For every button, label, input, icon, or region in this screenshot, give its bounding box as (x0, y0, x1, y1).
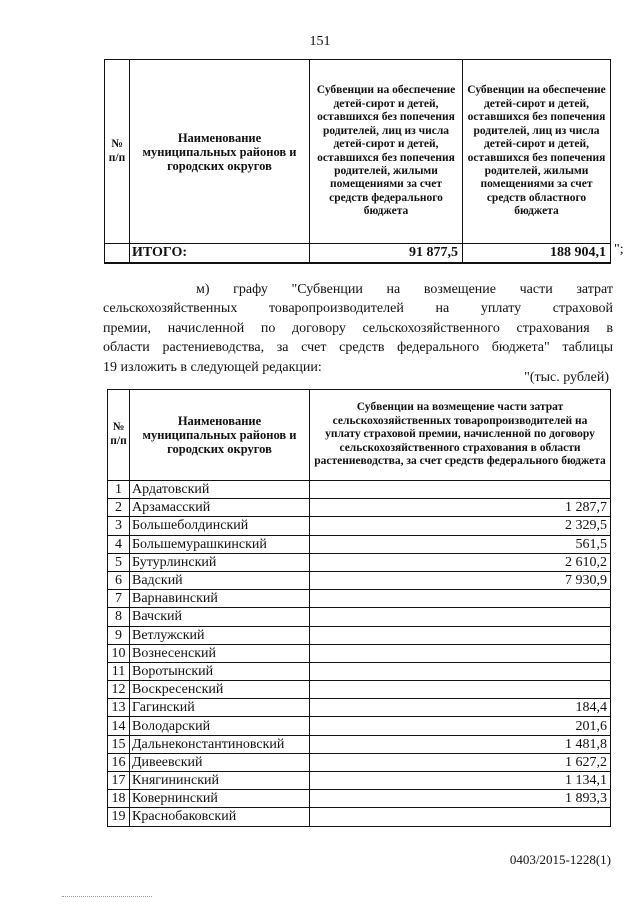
table-closing-quote: "; (614, 242, 624, 257)
subsidy-value (310, 808, 611, 826)
header-number: № п/п (105, 60, 130, 244)
row-number: 11 (108, 662, 130, 680)
footer-divider (62, 896, 152, 897)
amendment-paragraph (103, 280, 613, 377)
subsidy-value: 184,4 (310, 699, 611, 717)
row-number: 8 (108, 608, 130, 626)
subsidy-value (310, 662, 611, 680)
header-district-name: Наименование муниципальных районов и городских округов (130, 60, 310, 244)
paragraph-line: 19 изложить в следующей редакции: (103, 359, 322, 375)
total-regional: 188 904,1 (463, 244, 611, 264)
district-name: Краснобаковский (130, 808, 310, 826)
insurance-subsidies-table (107, 389, 611, 827)
district-name: Дивеевский (130, 753, 310, 771)
subsidy-value: 561,5 (310, 535, 611, 553)
page-number: 151 (309, 34, 331, 49)
table-row (108, 626, 611, 644)
paragraph-line: премии, начисленной по договору сельскохозяйственного страхования в (103, 320, 613, 336)
paragraph-line: м) графу "Субвенции на возмещение части затрат (196, 282, 613, 297)
row-number: 13 (108, 699, 130, 717)
table-row (108, 772, 611, 790)
subsidy-value: 1 481,8 (310, 735, 611, 753)
table-row (108, 717, 611, 735)
district-name: Ковернинский (130, 790, 310, 808)
header-regional-subsidy: Субвенции на обеспечение детей-сирот и детей, оставшихся без попечения родителей, лиц из числа детей-сирот и детей, оставшихся без попечения родителей, жилыми помещениями за счет средств областного бюджета (463, 60, 611, 244)
header-insurance-subsidy: Субвенции на возмещение части затрат сельскохозяйственных товаропроизводителей на уплату страховой премии, начисленной по договору сельскохозяйственного страхования в области растениеводства, за счет средств федерального бюджета (310, 390, 611, 481)
total-label: ИТОГО: (130, 244, 310, 264)
row-number: 19 (108, 808, 130, 826)
total-row (105, 244, 611, 264)
subsidies-orphans-table (104, 59, 611, 264)
district-name: Большемурашкинский (130, 535, 310, 553)
subsidy-value: 1 287,7 (310, 499, 611, 517)
row-number: 5 (108, 553, 130, 571)
subsidy-value (310, 481, 611, 499)
table-row (108, 662, 611, 680)
district-name: Воротынский (130, 662, 310, 680)
table-row (108, 699, 611, 717)
row-number: 7 (108, 590, 130, 608)
table-header-row (108, 390, 611, 481)
district-name: Вадский (130, 571, 310, 589)
district-name: Володарский (130, 717, 310, 735)
table-row (108, 590, 611, 608)
paragraph-line: сельскохозяйственных товаропроизводителей на уплату страховой (103, 301, 613, 317)
table-row (108, 608, 611, 626)
district-name: Дальнеконстантиновский (130, 735, 310, 753)
table-row (108, 790, 611, 808)
header-number: № п/п (108, 390, 130, 481)
table-row (108, 553, 611, 571)
district-name: Ветлужский (130, 626, 310, 644)
table-row (108, 535, 611, 553)
subsidy-value: 1 627,2 (310, 753, 611, 771)
header-federal-subsidy: Субвенции на обеспечение детей-сирот и детей, оставшихся без попечения родителей, лиц из числа детей-сирот и детей, оставшихся без попечения родителей, жилыми помещениями за счет средств федерального бюджета (310, 60, 463, 244)
header-district-name: Наименование муниципальных районов и городских округов (130, 390, 310, 481)
district-name: Арзамасский (130, 499, 310, 517)
subsidy-value (310, 608, 611, 626)
row-number: 16 (108, 753, 130, 771)
table-row (108, 481, 611, 499)
row-number: 3 (108, 517, 130, 535)
table-row (108, 753, 611, 771)
row-number: 4 (108, 535, 130, 553)
subsidy-value: 1 134,1 (310, 772, 611, 790)
subsidy-value: 1 893,3 (310, 790, 611, 808)
table-row (108, 517, 611, 535)
row-number: 2 (108, 499, 130, 517)
table-row (108, 499, 611, 517)
subsidy-value: 2 610,2 (310, 553, 611, 571)
row-number: 1 (108, 481, 130, 499)
total-federal: 91 877,5 (310, 244, 463, 264)
row-number: 17 (108, 772, 130, 790)
row-number: 6 (108, 571, 130, 589)
district-name: Воскресенский (130, 681, 310, 699)
table-header-row (105, 60, 611, 244)
paragraph-line: области растениеводства, за счет средств федерального бюджета" таблицы (103, 340, 613, 356)
row-number: 10 (108, 644, 130, 662)
subsidy-value: 7 930,9 (310, 571, 611, 589)
district-name: Вознесенский (130, 644, 310, 662)
subsidy-value: 201,6 (310, 717, 611, 735)
row-number: 9 (108, 626, 130, 644)
district-name: Варнавинский (130, 590, 310, 608)
row-number: 15 (108, 735, 130, 753)
table-row (108, 571, 611, 589)
subsidy-value (310, 590, 611, 608)
table-row (108, 808, 611, 826)
row-number: 14 (108, 717, 130, 735)
district-name: Ардатовский (130, 481, 310, 499)
subsidy-value: 2 329,5 (310, 517, 611, 535)
subsidy-value (310, 644, 611, 662)
table-row (108, 681, 611, 699)
district-name: Вачский (130, 608, 310, 626)
subsidy-value (310, 626, 611, 644)
row-number: 12 (108, 681, 130, 699)
subsidy-value (310, 681, 611, 699)
district-name: Княгининский (130, 772, 310, 790)
district-name: Большеболдинский (130, 517, 310, 535)
document-code: 0403/2015-1228(1) (509, 852, 611, 867)
row-number: 18 (108, 790, 130, 808)
district-name: Бутурлинский (130, 553, 310, 571)
district-name: Гагинский (130, 699, 310, 717)
units-label: "(тыс. рублей) (524, 370, 609, 385)
table-row (108, 644, 611, 662)
table-row (108, 735, 611, 753)
